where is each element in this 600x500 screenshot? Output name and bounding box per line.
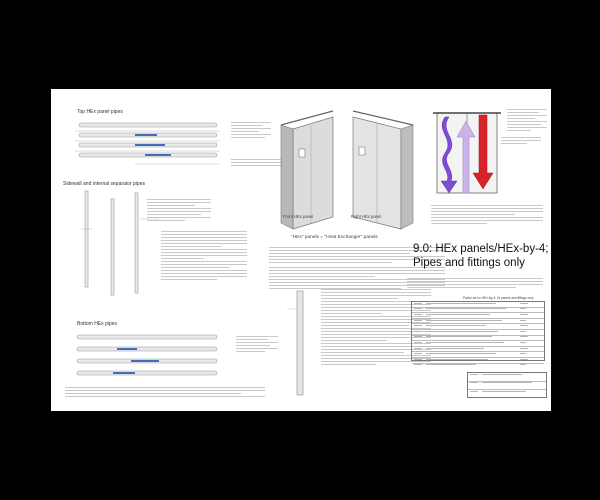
title-block-notes: [507, 109, 547, 133]
page-heading-line-1: 9.0: HEx panels/HEx-by-4;: [413, 243, 549, 255]
front-panel-label: Front HEx panel: [283, 214, 314, 219]
parts-table-title: Parts List for HEx-by-4: 2x panels and fittings only: [463, 296, 534, 300]
bottom-hex-pipes-drawing: [73, 329, 233, 384]
parts-table: [411, 301, 545, 361]
page-heading-line-2: Pipes and fittings only: [413, 257, 525, 269]
bottom-hex-notes: [65, 387, 265, 399]
bottom-hex-callouts: [236, 336, 278, 354]
vertical-pipe-drawing: [287, 289, 317, 399]
drawing-sheet: [51, 89, 551, 411]
top-hex-title: Top HEx panel pipes: [77, 109, 123, 115]
right-panel-label: Right HEx panel: [351, 214, 382, 219]
top-hex-pipes-drawing: [75, 119, 225, 174]
sidewall-notes: [147, 199, 211, 223]
right-paragraph-1: [431, 205, 543, 226]
title-block: [467, 372, 547, 398]
bottom-hex-title: Bottom HEx pipes: [77, 321, 118, 327]
sidewall-title: Sidewall and internal separator pipes: [63, 181, 145, 187]
top-hex-callouts: [231, 122, 271, 140]
panels-caption: "HEx" panels = "Heat Exchanger" panels: [291, 235, 378, 240]
sidewall-paragraph-1: [161, 231, 247, 282]
airflow-arrows-diagram: [433, 109, 503, 199]
right-paragraph-2: [407, 278, 543, 290]
arrow-legend: [501, 137, 541, 146]
